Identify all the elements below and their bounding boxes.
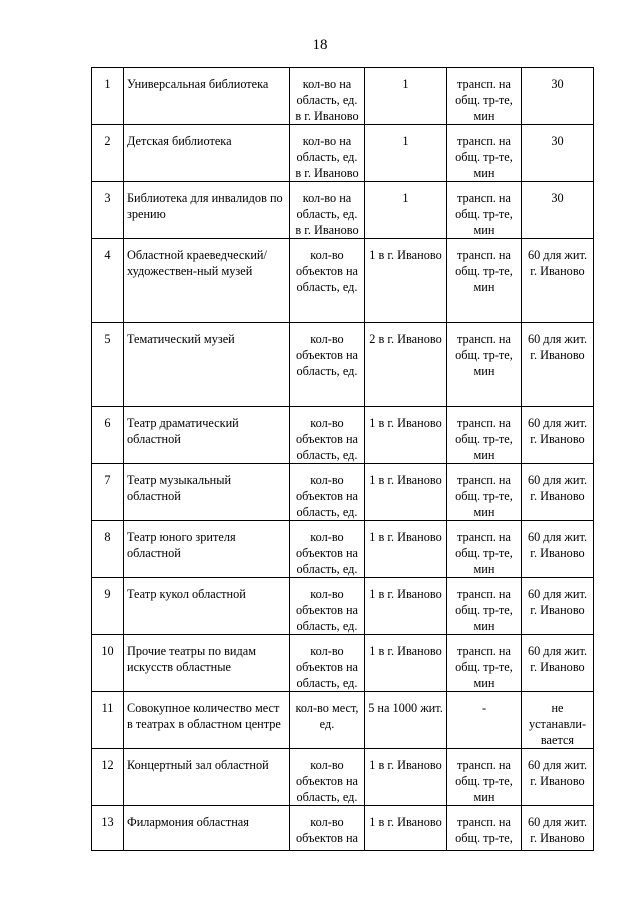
accessibility-value: 60 для жит. г. Иваново <box>522 749 594 806</box>
accessibility-type: трансп. на общ. тр-те, <box>447 806 522 851</box>
accessibility-type: трансп. на общ. тр-те, мин <box>447 239 522 323</box>
facility-name: Детская библиотека <box>124 125 290 182</box>
accessibility-value: 60 для жит. г. Иваново <box>522 635 594 692</box>
accessibility-value: 60 для жит. г. Иваново <box>522 806 594 851</box>
row-number: 13 <box>92 806 124 851</box>
measure-unit: кол-во объектов на область, ед. <box>290 521 365 578</box>
norm-value: 5 на 1000 жит. <box>365 692 447 749</box>
accessibility-value: 60 для жит. г. Иваново <box>522 578 594 635</box>
norm-value: 1 в г. Иваново <box>365 521 447 578</box>
row-number: 11 <box>92 692 124 749</box>
row-number: 10 <box>92 635 124 692</box>
row-number: 4 <box>92 239 124 323</box>
measure-unit: кол-во мест, ед. <box>290 692 365 749</box>
facility-name: Совокупное количество мест в театрах в областном центре <box>124 692 290 749</box>
row-number: 9 <box>92 578 124 635</box>
norm-value: 1 в г. Иваново <box>365 464 447 521</box>
norm-value: 1 <box>365 182 447 239</box>
measure-unit: кол-во объектов на область, ед. <box>290 464 365 521</box>
measure-unit: кол-во объектов на область, ед. <box>290 323 365 407</box>
accessibility-value: не устанавли-вается <box>522 692 594 749</box>
accessibility-type: трансп. на общ. тр-те, мин <box>447 407 522 464</box>
norm-value: 1 в г. Иваново <box>365 806 447 851</box>
table-row <box>92 635 594 692</box>
table-row <box>92 692 594 749</box>
table-row <box>92 464 594 521</box>
norm-value: 2 в г. Иваново <box>365 323 447 407</box>
table-row <box>92 806 594 851</box>
row-number: 12 <box>92 749 124 806</box>
facility-name: Театр драматический областной <box>124 407 290 464</box>
facility-name: Прочие театры по видам искусств областные <box>124 635 290 692</box>
accessibility-value: 60 для жит. г. Иваново <box>522 407 594 464</box>
facility-name: Тематический музей <box>124 323 290 407</box>
row-number: 5 <box>92 323 124 407</box>
norm-value: 1 <box>365 68 447 125</box>
accessibility-type: трансп. на общ. тр-те, мин <box>447 323 522 407</box>
table-row <box>92 749 594 806</box>
table-row <box>92 125 594 182</box>
row-number: 7 <box>92 464 124 521</box>
accessibility-type: трансп. на общ. тр-те, мин <box>447 125 522 182</box>
measure-unit: кол-во объектов на <box>290 806 365 851</box>
accessibility-value: 30 <box>522 182 594 239</box>
measure-unit: кол-во объектов на область, ед. <box>290 407 365 464</box>
table-row <box>92 323 594 407</box>
table-row <box>92 407 594 464</box>
norm-value: 1 в г. Иваново <box>365 407 447 464</box>
measure-unit: кол-во на область, ед. в г. Иваново <box>290 68 365 125</box>
table-row <box>92 521 594 578</box>
facilities-table <box>91 67 594 851</box>
facility-name: Театр юного зрителя областной <box>124 521 290 578</box>
accessibility-type: - <box>447 692 522 749</box>
accessibility-type: трансп. на общ. тр-те, мин <box>447 521 522 578</box>
accessibility-value: 60 для жит. г. Иваново <box>522 323 594 407</box>
accessibility-value: 60 для жит. г. Иваново <box>522 464 594 521</box>
accessibility-value: 60 для жит. г. Иваново <box>522 239 594 323</box>
accessibility-type: трансп. на общ. тр-те, мин <box>447 182 522 239</box>
facility-name: Театр кукол областной <box>124 578 290 635</box>
facility-name: Театр музыкальный областной <box>124 464 290 521</box>
measure-unit: кол-во на область, ед. в г. Иваново <box>290 125 365 182</box>
measure-unit: кол-во объектов на область, ед. <box>290 635 365 692</box>
measure-unit: кол-во на область, ед. в г. Иваново <box>290 182 365 239</box>
row-number: 2 <box>92 125 124 182</box>
accessibility-type: трансп. на общ. тр-те, мин <box>447 464 522 521</box>
page-number: 18 <box>312 37 328 53</box>
norm-value: 1 в г. Иваново <box>365 635 447 692</box>
row-number: 3 <box>92 182 124 239</box>
row-number: 1 <box>92 68 124 125</box>
table-row <box>92 68 594 125</box>
norm-value: 1 в г. Иваново <box>365 239 447 323</box>
facility-name: Библиотека для инвалидов по зрению <box>124 182 290 239</box>
accessibility-value: 30 <box>522 68 594 125</box>
accessibility-type: трансп. на общ. тр-те, мин <box>447 635 522 692</box>
table-row <box>92 239 594 323</box>
accessibility-value: 30 <box>522 125 594 182</box>
accessibility-type: трансп. на общ. тр-те, мин <box>447 578 522 635</box>
norm-value: 1 в г. Иваново <box>365 578 447 635</box>
measure-unit: кол-во объектов на область, ед. <box>290 578 365 635</box>
norm-value: 1 <box>365 125 447 182</box>
table-row <box>92 182 594 239</box>
measure-unit: кол-во объектов на область, ед. <box>290 749 365 806</box>
facility-name: Универсальная библиотека <box>124 68 290 125</box>
row-number: 8 <box>92 521 124 578</box>
facility-name: Филармония областная <box>124 806 290 851</box>
facility-name: Концертный зал областной <box>124 749 290 806</box>
facility-name: Областной краеведческий/художествен-ный музей <box>124 239 290 323</box>
row-number: 6 <box>92 407 124 464</box>
accessibility-type: трансп. на общ. тр-те, мин <box>447 68 522 125</box>
accessibility-type: трансп. на общ. тр-те, мин <box>447 749 522 806</box>
table-row <box>92 578 594 635</box>
accessibility-value: 60 для жит. г. Иваново <box>522 521 594 578</box>
measure-unit: кол-во объектов на область, ед. <box>290 239 365 323</box>
norm-value: 1 в г. Иваново <box>365 749 447 806</box>
